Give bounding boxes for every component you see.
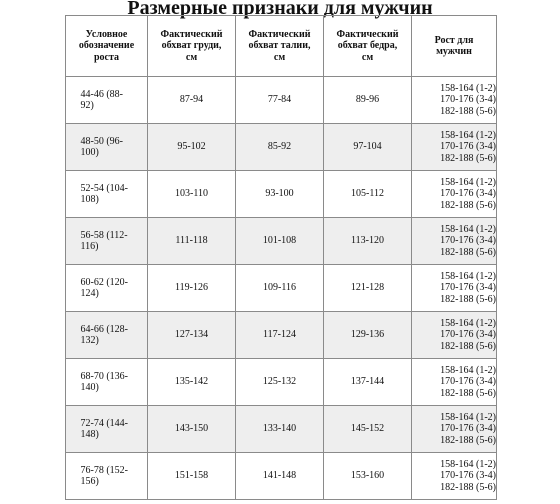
- height-range: 170-176 (3-4): [440, 282, 496, 294]
- size-cell: 56-58 (112-116): [66, 218, 148, 265]
- header-row: [66, 16, 497, 77]
- waist-cell: 101-108: [236, 218, 324, 265]
- height-range: 182-188 (5-6): [440, 434, 496, 446]
- hips-cell: 145-152: [324, 406, 412, 453]
- table-row: [66, 359, 497, 406]
- size-cell: 64-66 (128-132): [66, 312, 148, 359]
- height-range: 182-188 (5-6): [440, 152, 496, 164]
- table-row: [66, 265, 497, 312]
- height-range: 170-176 (3-4): [440, 329, 496, 341]
- height-range: 158-164 (1-2): [440, 365, 496, 377]
- waist-cell: 109-116: [236, 265, 324, 312]
- waist-cell: 125-132: [236, 359, 324, 406]
- height-range: 170-176 (3-4): [440, 423, 496, 435]
- chest-cell: 135-142: [148, 359, 236, 406]
- waist-cell: 117-124: [236, 312, 324, 359]
- table-row: [66, 218, 497, 265]
- height-range: 182-188 (5-6): [440, 340, 496, 352]
- size-cell: 76-78 (152-156): [66, 453, 148, 500]
- height-range: 170-176 (3-4): [440, 376, 496, 388]
- height-cell: [412, 124, 497, 171]
- height-range: 158-164 (1-2): [440, 271, 496, 283]
- size-cell: 48-50 (96-100): [66, 124, 148, 171]
- height-cell: [412, 77, 497, 124]
- header-chest: Фактический обхват груди, см: [148, 16, 236, 77]
- height-range: 170-176 (3-4): [440, 470, 496, 482]
- height-cell: [412, 406, 497, 453]
- waist-cell: 133-140: [236, 406, 324, 453]
- hips-cell: 137-144: [324, 359, 412, 406]
- chest-cell: 95-102: [148, 124, 236, 171]
- chest-cell: 119-126: [148, 265, 236, 312]
- header-size-designation: Условное обозначение роста: [66, 16, 148, 77]
- height-range: 158-164 (1-2): [440, 130, 496, 142]
- waist-cell: 77-84: [236, 77, 324, 124]
- size-cell: 72-74 (144-148): [66, 406, 148, 453]
- height-range: 182-188 (5-6): [440, 293, 496, 305]
- height-cell: [412, 265, 497, 312]
- height-range: 182-188 (5-6): [440, 199, 496, 211]
- table-row: [66, 124, 497, 171]
- chest-cell: 103-110: [148, 171, 236, 218]
- height-range: 170-176 (3-4): [440, 94, 496, 106]
- waist-cell: 85-92: [236, 124, 324, 171]
- header-height: Рост для мужчин: [412, 16, 497, 77]
- height-range: 158-164 (1-2): [440, 318, 496, 330]
- height-range: 182-188 (5-6): [440, 481, 496, 493]
- chest-cell: 111-118: [148, 218, 236, 265]
- hips-cell: 129-136: [324, 312, 412, 359]
- height-range: 170-176 (3-4): [440, 141, 496, 153]
- hips-cell: 153-160: [324, 453, 412, 500]
- hips-cell: 105-112: [324, 171, 412, 218]
- table-row: [66, 171, 497, 218]
- height-range: 158-164 (1-2): [440, 412, 496, 424]
- size-table: [65, 15, 497, 500]
- hips-cell: 121-128: [324, 265, 412, 312]
- height-cell: [412, 453, 497, 500]
- height-range: 158-164 (1-2): [440, 177, 496, 189]
- table-row: [66, 406, 497, 453]
- table-row: [66, 312, 497, 359]
- chest-cell: 151-158: [148, 453, 236, 500]
- chest-cell: 87-94: [148, 77, 236, 124]
- table-row: [66, 77, 497, 124]
- height-range: 182-188 (5-6): [440, 387, 496, 399]
- height-range: 158-164 (1-2): [440, 224, 496, 236]
- hips-cell: 97-104: [324, 124, 412, 171]
- height-range: 158-164 (1-2): [440, 459, 496, 471]
- chest-cell: 143-150: [148, 406, 236, 453]
- header-waist: Фактический обхват талии, см: [236, 16, 324, 77]
- header-hips: Фактический обхват бедра, см: [324, 16, 412, 77]
- height-range: 170-176 (3-4): [440, 235, 496, 247]
- waist-cell: 141-148: [236, 453, 324, 500]
- height-range: 158-164 (1-2): [440, 83, 496, 95]
- height-range: 182-188 (5-6): [440, 246, 496, 258]
- size-cell: 68-70 (136-140): [66, 359, 148, 406]
- height-cell: [412, 218, 497, 265]
- size-cell: 52-54 (104-108): [66, 171, 148, 218]
- size-cell: 44-46 (88-92): [66, 77, 148, 124]
- waist-cell: 93-100: [236, 171, 324, 218]
- height-range: 170-176 (3-4): [440, 188, 496, 200]
- table-row: [66, 453, 497, 500]
- height-cell: [412, 359, 497, 406]
- page-title: Размерные признаки для мужчин: [127, 0, 433, 19]
- hips-cell: 89-96: [324, 77, 412, 124]
- height-range: 182-188 (5-6): [440, 105, 496, 117]
- hips-cell: 113-120: [324, 218, 412, 265]
- size-cell: 60-62 (120-124): [66, 265, 148, 312]
- height-cell: [412, 171, 497, 218]
- height-cell: [412, 312, 497, 359]
- chest-cell: 127-134: [148, 312, 236, 359]
